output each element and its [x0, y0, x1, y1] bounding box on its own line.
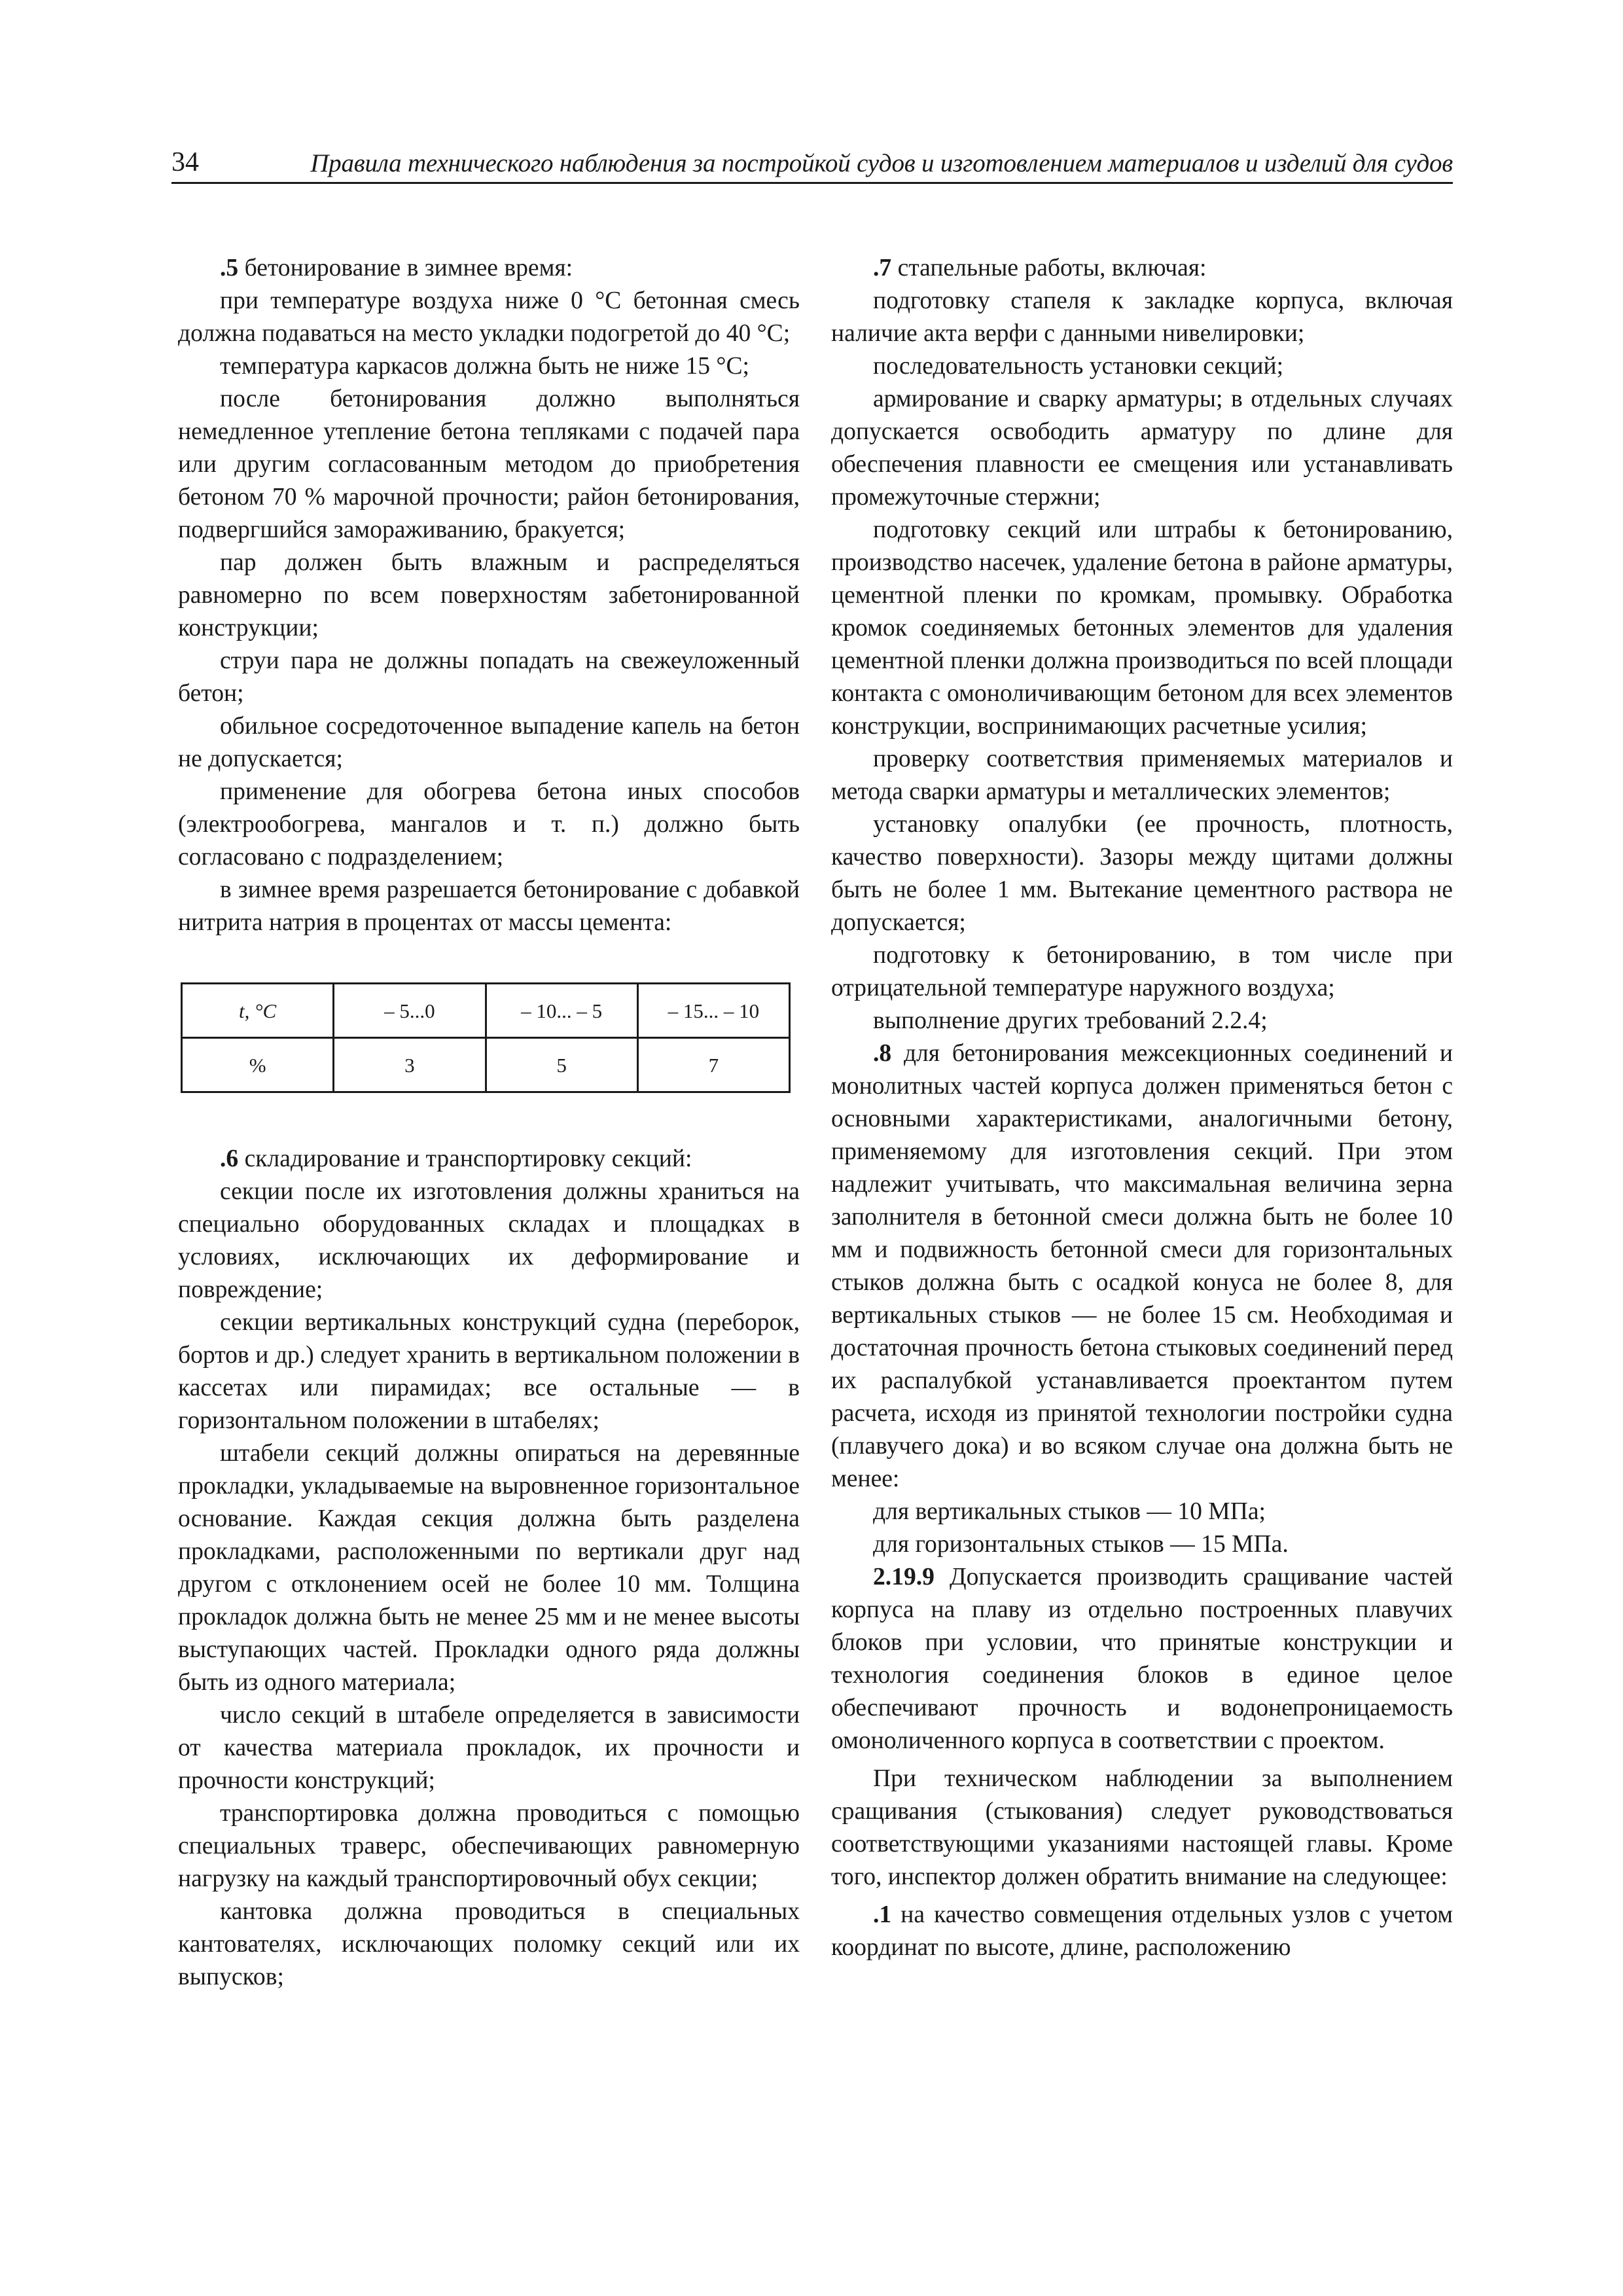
- table-header-row: [182, 984, 790, 1038]
- table-cell: – 10... – 5: [486, 984, 637, 1038]
- paragraph: последовательность установки секций;: [873, 353, 1284, 380]
- paragraph: число секций в штабеле определяется в зависимости от качества материала прокладок, их прочности и прочности конструкций;: [178, 1702, 800, 1794]
- paragraph: проверку соответствия применяемых материалов и метода сварки арматуры и металлических элементов;: [831, 745, 1453, 805]
- paragraph: после бетонирования должно выполняться немедленное утепление бетона тепляками с подачей пара или другим согласованным методом до приобретения бетоном 70 % марочной прочности; район бетонирования, подвергшийся замораживанию, бракуется;: [178, 386, 800, 543]
- item-1: .1 на качество совмещения отдельных узлов с учетом координат по высоте, длине, расположению: [831, 1901, 1453, 1961]
- paragraph: секции после их изготовления должны храниться на специально оборудованных складах и площадках в условиях, исключающих их деформирование и повреждение;: [178, 1178, 800, 1303]
- table-cell: – 5...0: [334, 984, 486, 1038]
- paragraph: в зимнее время разрешается бетонирование с добавкой нитрита натрия в процентах от массы цемента:: [178, 876, 800, 936]
- table-cell: 3: [334, 1038, 486, 1092]
- table-cell: t, °С: [182, 984, 334, 1038]
- table-cell: 5: [486, 1038, 637, 1092]
- section-7-title: .7 стапельные работы, включая:: [873, 255, 1207, 281]
- paragraph: применение для обогрева бетона иных способов (электрообогрева, мангалов и т. п.) должно быть согласовано с подразделением;: [178, 778, 800, 870]
- paragraph: температура каркасов должна быть не ниже 15 °С;: [220, 353, 749, 380]
- paragraph: выполнение других требований 2.2.4;: [873, 1007, 1268, 1034]
- paragraph: при температуре воздуха ниже 0 °С бетонная смесь должна подаваться на место укладки подогретой до 40 °С;: [178, 287, 800, 347]
- paragraph: установку опалубки (ее прочность, плотность, качество поверхности). Зазоры между щитами должны быть не более 1 мм. Вытекание цементного раствора не допускается;: [831, 811, 1453, 936]
- left-column: [178, 252, 800, 1994]
- paragraph: армирование и сварку арматуры; в отдельных случаях допускается освободить арматуру по длине для обеспечения плавности ее смещения или устанавливать промежуточные стержни;: [831, 386, 1453, 511]
- paragraph: обильное сосредоточенное выпадение капель на бетон не допускается;: [178, 713, 800, 772]
- paragraph: подготовку секций или штрабы к бетонированию, производство насечек, удаление бетона в районе арматуры, цементной пленки по кромкам, промывку. Обработка кромок соединяемых бетонных элементов для удаления цементной пленки должна производиться по всей площади контакта с омоноличивающим бетоном для всех элементов конструкции, воспринимающих расчетные усилия;: [831, 516, 1453, 740]
- paragraph: пар должен быть влажным и распределяться равномерно по всем поверхностям забетонированной конструкции;: [178, 549, 800, 641]
- paragraph: транспортировка должна проводиться с помощью специальных траверс, обеспечивающих равномерную нагрузку на каждый транспортировочный обух секции;: [178, 1800, 800, 1892]
- paragraph: секции вертикальных конструкций судна (переборок, бортов и др.) следует хранить в вертикальном положении в кассетах или пирамидах; все остальные — в горизонтальном положении в штабелях;: [178, 1309, 800, 1434]
- page-header: [171, 145, 1453, 184]
- paragraph: струи пара не должны попадать на свежеуложенный бетон;: [178, 647, 800, 707]
- section-8: .8 для бетонирования межсекционных соединений и монолитных частей корпуса должен применяться бетон с основными характеристиками, аналогичными бетону, применяемому для изготовления секций. При этом надлежит учитывать, что максимальная величина зерна заполнителя в бетонной смеси должна быть не более 10 мм и подвижность бетонной смеси для горизонтальных стыков должна быть с осадкой конуса не более 8, для вертикальных стыков — не более 15 см. Необходимая и достаточная прочность бетона стыковых соединений перед их распалубкой устанавливается проектантом путем расчета, исходя из принятой технологии постройки судна (плавучего дока) и во всяком случае она должна быть не менее:: [831, 1040, 1453, 1492]
- page-number: 34: [171, 147, 199, 177]
- paragraph: штабели секций должны опираться на деревянные прокладки, укладываемые на выровненное горизонтальное основание. Каждая секция должна быть разделена прокладками, расположенными по вертикали друг над другом с отклонением осей не более 10 мм. Толщина прокладок должна быть не менее 25 мм и не менее высоты выступающих частей. Прокладки одного ряда должны быть из одного материала;: [178, 1440, 800, 1696]
- paragraph: При техническом наблюдении за выполнением сращивания (стыкования) следует руководствоваться соответствующими указаниями настоящей главы. Кроме того, инспектор должен обратить внимание на следующее:: [831, 1765, 1453, 1890]
- table-cell: %: [182, 1038, 334, 1092]
- table-cell: – 15... – 10: [637, 984, 789, 1038]
- running-title: Правила технического наблюдения за постройкой судов и изготовлением материалов и изделий для судов: [310, 149, 1453, 177]
- paragraph: для горизонтальных стыков — 15 МПа.: [873, 1531, 1289, 1558]
- section-5-title: .5 бетонирование в зимнее время:: [220, 255, 573, 281]
- paragraph: подготовку стапеля к закладке корпуса, включая наличие акта верфи с данными нивелировки;: [831, 287, 1453, 347]
- right-column: [831, 252, 1453, 1964]
- paragraph: кантовка должна проводиться в специальных кантователях, исключающих поломку секций или их выпусков;: [178, 1898, 800, 1990]
- section-6-title: .6 складирование и транспортировку секций:: [220, 1145, 692, 1172]
- table-row: [182, 1038, 790, 1092]
- sodium-nitrite-table: [181, 982, 791, 1093]
- paragraph: подготовку к бетонированию, в том числе при отрицательной температуре наружного воздуха;: [831, 942, 1453, 1001]
- paragraph: для вертикальных стыков — 10 МПа;: [873, 1498, 1266, 1525]
- section-2-19-9: 2.19.9 Допускается производить сращивание частей корпуса на плаву из отдельно построенных плавучих блоков при условии, что принятые конструкции и технология соединения блоков в единое целое обеспечивают прочность и водонепроницаемость омоноличенного корпуса в соответствии с проектом.: [831, 1564, 1453, 1754]
- table-cell: 7: [637, 1038, 789, 1092]
